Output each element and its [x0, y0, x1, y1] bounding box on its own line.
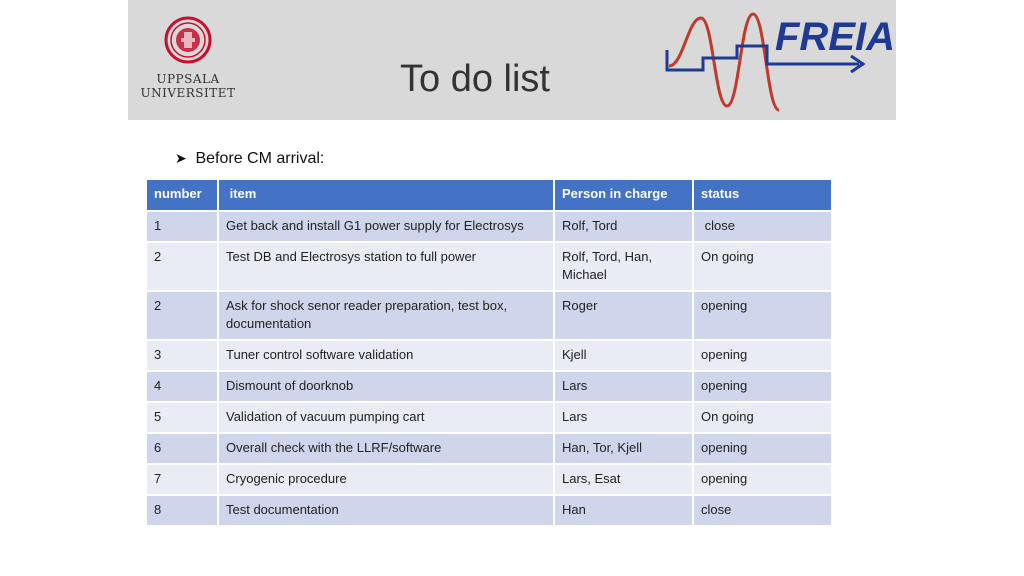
cell-item: Overall check with the LLRF/software: [218, 433, 554, 464]
cell-status: opening: [693, 340, 832, 371]
table-row: [146, 242, 832, 291]
arrow-bullet-icon: ➤: [175, 150, 187, 166]
table-row: [146, 340, 832, 371]
col-header-status: status: [693, 179, 832, 211]
table-row: [146, 433, 832, 464]
cell-status: opening: [693, 464, 832, 495]
cell-item: Dismount of doorknob: [218, 371, 554, 402]
cell-number: 7: [146, 464, 218, 495]
cell-person: Lars, Esat: [554, 464, 693, 495]
section-heading-text: Before CM arrival:: [195, 150, 325, 167]
col-header-person: Person in charge: [554, 179, 693, 211]
cell-person: Roger: [554, 291, 693, 340]
cell-number: 1: [146, 211, 218, 242]
cell-status: close: [693, 495, 832, 526]
table-row: [146, 402, 832, 433]
cell-item: Test documentation: [218, 495, 554, 526]
uppsala-wordmark-line1: UPPSALA: [156, 72, 220, 86]
cell-person: Lars: [554, 402, 693, 433]
freia-wave-icon: [669, 14, 779, 110]
uppsala-wordmark: [140, 72, 236, 100]
table-header-row: [146, 179, 832, 211]
cell-status: close: [693, 211, 832, 242]
table-row: [146, 371, 832, 402]
cell-status: opening: [693, 291, 832, 340]
uppsala-university-logo: [140, 16, 236, 106]
cell-status: On going: [693, 242, 832, 291]
cell-person: Rolf, Tord: [554, 211, 693, 242]
cell-status: On going: [693, 402, 832, 433]
freia-logo: [663, 6, 895, 112]
cell-item: Tuner control software validation: [218, 340, 554, 371]
page-title: To do list: [400, 58, 550, 100]
freia-wordmark: FREIA: [775, 15, 895, 59]
section-heading: [175, 150, 324, 168]
cell-item: Test DB and Electrosys station to full power: [218, 242, 554, 291]
table-row: [146, 464, 832, 495]
cell-number: 5: [146, 402, 218, 433]
table-row: [146, 211, 832, 242]
col-header-item: item: [218, 179, 554, 211]
cell-status: opening: [693, 371, 832, 402]
cell-person: Han, Tor, Kjell: [554, 433, 693, 464]
cell-number: 2: [146, 291, 218, 340]
cell-person: Kjell: [554, 340, 693, 371]
cell-number: 6: [146, 433, 218, 464]
slide-header: [128, 0, 896, 120]
table-row: [146, 495, 832, 526]
cell-item: Get back and install G1 power supply for Electrosys: [218, 211, 554, 242]
cell-number: 8: [146, 495, 218, 526]
cell-number: 2: [146, 242, 218, 291]
col-header-number: number: [146, 179, 218, 211]
todo-table: [145, 178, 833, 527]
cell-status: opening: [693, 433, 832, 464]
cell-number: 3: [146, 340, 218, 371]
cell-item: Validation of vacuum pumping cart: [218, 402, 554, 433]
uppsala-wordmark-line2: UNIVERSITET: [140, 86, 236, 100]
cell-person: Lars: [554, 371, 693, 402]
table-row: [146, 291, 832, 340]
cell-number: 4: [146, 371, 218, 402]
uppsala-seal-icon: [164, 16, 212, 64]
cell-item: Cryogenic procedure: [218, 464, 554, 495]
cell-item: Ask for shock senor reader preparation, test box, documentation: [218, 291, 554, 340]
cell-person: Han: [554, 495, 693, 526]
cell-person: Rolf, Tord, Han, Michael: [554, 242, 693, 291]
